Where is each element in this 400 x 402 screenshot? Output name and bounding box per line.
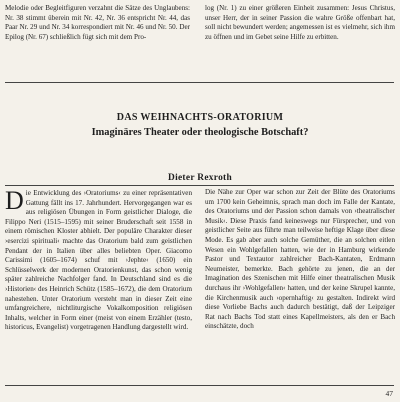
author-name: Dieter Rexroth	[168, 173, 232, 183]
body-right-column	[205, 188, 395, 332]
author-divider	[5, 185, 394, 186]
section-title: DAS WEIHNACHTS-ORATORIUM	[116, 112, 284, 123]
top-right-column	[205, 4, 395, 42]
top-right-paragraph: log (Nr. 1) zu einer größeren Einheit zusammen: Jesus Christus, unser Herr, der in seiner Passion die wahre Größe offenbart hat, soll nicht bewundert werden; angemessen ist es vielmehr, sich ihm zu öffnen und im Gebet seine Hilfe zu erbitten.	[205, 4, 395, 41]
top-divider	[5, 82, 394, 83]
drop-cap: D	[5, 186, 24, 215]
top-left-column	[5, 4, 190, 42]
body-right-paragraph: Die Nähe zur Oper war schon zur Zeit der Blüte des Oratoriums um 1700 kein Geheimnis, sprach man doch im Falle der Kantate, des Oratoriums und der Passion schon damals von ›theatralischer Musik‹. Diese Praxis fand keineswegs nur Fürsprecher, und von geistlicher Seite aus führte man teilweise heftige Klage über diese Mode. Es gab aber auch solche Gemüther, die an solchen eitlen Wesen ein Wohlgefallen hatten, wie der in Hamburg wirkende Pastor und Textautor zahlreicher Bach-Kantaten, Erdmann Neumeister, bemerkte. Bach gehörte zu jenen, die an der Imagination des Szenischen mit Hilfe einer theatralischen Musik durchaus ihr ›Wohlgefallen‹ hatten, und der keine Skrupel kannte, die Kirchenmusik auch ›opernhaftig‹ zu gestalten. Indirekt wird diese Vorliebe Bachs auch dadurch bestätigt, daß der Leipziger Rat nach Bachs Tod statt eines Kapellmeisters, als den er Bach einschätzte, doch	[205, 188, 395, 331]
body-left-text: ie Entwicklung des ›Oratoriums‹ zu einer repräsentativen Gattung fällt ins 17. Jahrhundert. Hervorgegangen war es aus religiösen Übungen in Form geistlicher Dialoge, die Filippo Neri (1515–1595) mit seiner Bruderschaft seit 1558 in einem römischen Kloster abhielt. Der populäre Charakter dieser ›esercizi spirituali‹ machte das Oratorium bald zum geistlichen Pendant der in Italien über alles beliebten Oper. Giacomo Carissimi (1605–1674) schuf mit ›Jephte‹ (1650) ein Schlüsselwerk der modernen Oratorienkunst, das schon wenig später zahlreiche Nachfolger fand. In Deutschland sind es die ›Historien‹ des Heinrich Schütz (1585–1672), die dem Oratorium nahestehen. Unter Oratorium versteht man in dieser Zeit eine umfangreichere, nichtliturgische Vokalkomposition religiösen Inhalts, welcher in Form einer (meist von einem Erzähler (testo, historicus, Evangelist) vorgetragenen Handlung dargestellt wird.	[5, 189, 192, 332]
body-left-column	[5, 186, 192, 333]
page-number: 47	[385, 389, 393, 398]
footer-divider	[5, 385, 394, 386]
body-left-paragraph	[5, 186, 192, 333]
top-left-paragraph: Melodie oder Begleitfiguren verzahnt die Sätze des Unglaubens: Nr. 38 stimmt überein mit Nr. 42, Nr. 36 entspricht Nr. 44, das Paar Nr. 29 und Nr. 34 korrespondiert mit Nr. 46 und Nr. 50. Der Epilog (Nr. 67) schließlich fügt sich mit dem Pro-	[5, 4, 190, 41]
section-subtitle: Imaginäres Theater oder theologische Botschaft?	[91, 127, 309, 138]
